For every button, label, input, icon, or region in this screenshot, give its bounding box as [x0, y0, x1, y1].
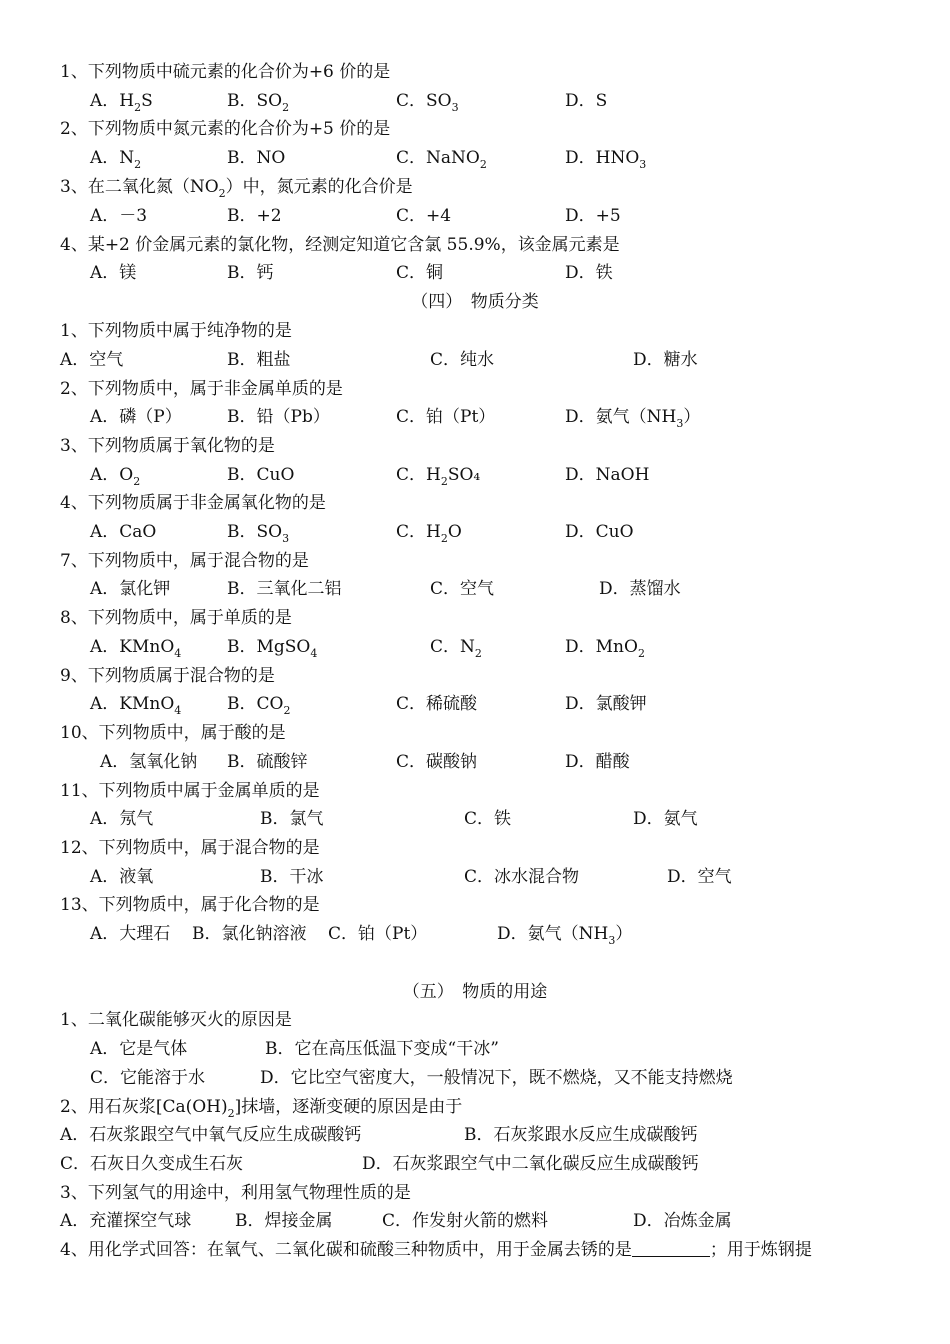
question-text: 1、下列物质中属于纯净物的是 — [60, 321, 292, 341]
option-label: D． — [260, 1068, 291, 1088]
answer-option — [90, 921, 170, 947]
option-label: D． — [599, 579, 630, 599]
answer-option — [227, 576, 342, 602]
answer-option — [227, 347, 291, 373]
option-text: 碳酸钠 — [426, 752, 478, 772]
option-label: C． — [382, 1211, 413, 1231]
answer-option — [227, 145, 285, 171]
option-text: 空气 — [697, 867, 732, 887]
answer-option — [227, 634, 317, 660]
answer-option — [60, 1208, 191, 1234]
subscript: 4 — [174, 647, 182, 660]
option-text: 粗盐 — [256, 350, 291, 370]
subscript: 2 — [479, 158, 487, 171]
option-label: D． — [565, 694, 596, 714]
option-text: 硫酸锌 — [256, 752, 308, 772]
answer-option — [90, 1065, 205, 1091]
option-label: B． — [260, 809, 290, 829]
option-label: B． — [464, 1125, 494, 1145]
option-label: B． — [227, 263, 257, 283]
option-label: A． — [90, 924, 120, 944]
option-label: D． — [565, 752, 596, 772]
option-label: D． — [497, 924, 528, 944]
option-text: 纯水 — [460, 350, 495, 370]
option-label: A． — [90, 637, 120, 657]
answer-option — [265, 1036, 499, 1062]
answer-option — [260, 806, 324, 832]
option-text: 铁 — [494, 809, 512, 829]
option-text: $SO_3$ — [426, 91, 459, 114]
option-label: C． — [430, 579, 461, 599]
question-text: 7、下列物质中，属于混合物的是 — [60, 551, 309, 571]
answer-option — [90, 145, 141, 171]
option-text: 冶炼金属 — [663, 1211, 732, 1231]
option-label: D． — [362, 1154, 393, 1174]
option-text: 石灰日久变成生石灰 — [90, 1154, 244, 1174]
question-text: 2、用石灰浆$[Ca(OH)_2]$抹墙，逐渐变硬的原因是由于 — [60, 1097, 463, 1120]
answer-option — [565, 260, 613, 286]
subscript: 2 — [218, 187, 226, 200]
option-text: 铂（Pt） — [426, 407, 496, 427]
section-heading: （四） 物质分类 — [411, 292, 539, 312]
answer-option — [497, 921, 632, 947]
option-label: A． — [90, 579, 120, 599]
answer-option — [396, 462, 480, 488]
question-text: 12、下列物质中，属于混合物的是 — [60, 838, 320, 858]
answer-option — [565, 462, 649, 488]
question-text: 13、下列物质中，属于化合物的是 — [60, 895, 320, 915]
answer-option — [633, 806, 698, 832]
option-label: A． — [60, 1125, 90, 1145]
option-label: B． — [227, 694, 257, 714]
answer-option — [464, 806, 511, 832]
question-text: 8、下列物质中，属于单质的是 — [60, 608, 292, 628]
answer-option — [396, 404, 495, 430]
option-label: B． — [235, 1211, 265, 1231]
option-label: B． — [227, 407, 257, 427]
option-label: A． — [90, 867, 120, 887]
option-label: C． — [396, 752, 427, 772]
option-text: CuO — [256, 465, 295, 485]
option-label: A． — [90, 522, 120, 542]
option-text: 石灰浆跟空气中二氧化碳反应生成碳酸钙 — [392, 1154, 699, 1174]
option-label: C． — [60, 1154, 91, 1174]
subscript: 2 — [440, 532, 448, 545]
answer-option — [430, 347, 494, 373]
answer-option — [90, 88, 153, 114]
answer-option — [430, 576, 494, 602]
option-text: 铅（Pb） — [256, 407, 330, 427]
option-text: NO — [256, 148, 286, 168]
option-text: 作发射火箭的燃料 — [412, 1211, 549, 1231]
option-text: $SO_2$ — [256, 91, 290, 114]
option-label: B． — [192, 924, 222, 944]
option-text: MnO$_2$ — [595, 637, 645, 660]
answer-option — [382, 1208, 548, 1234]
option-label: D． — [565, 522, 596, 542]
option-label: D． — [565, 91, 596, 111]
option-label: C． — [430, 350, 461, 370]
option-text: +5 — [595, 206, 621, 226]
answer-option — [227, 260, 274, 286]
option-text: 铜 — [426, 263, 444, 283]
answer-option — [396, 203, 451, 229]
option-label: A． — [60, 1211, 90, 1231]
option-text: 干冰 — [289, 867, 324, 887]
answer-option — [565, 519, 634, 545]
subscript: 4 — [174, 704, 182, 717]
question-text: 3、下列氢气的用途中，利用氢气物理性质的是 — [60, 1183, 411, 1203]
answer-option — [565, 145, 646, 171]
option-text: CaO — [119, 522, 157, 542]
option-label: C． — [464, 809, 495, 829]
subscript: 2 — [133, 475, 141, 488]
option-label: B． — [260, 867, 290, 887]
answer-option — [396, 260, 443, 286]
option-text: 空气 — [89, 350, 124, 370]
question-text: 2、下列物质中氮元素的化合价为+5 价的是 — [60, 119, 391, 139]
answer-option — [90, 576, 170, 602]
option-text: 氯化钾 — [119, 579, 171, 599]
option-label: A． — [90, 465, 120, 485]
subscript: 4 — [310, 647, 318, 660]
answer-option — [396, 749, 477, 775]
option-label: D． — [565, 148, 596, 168]
answer-option — [464, 864, 579, 890]
option-label: B． — [227, 579, 257, 599]
answer-option — [90, 462, 140, 488]
option-label: C． — [396, 694, 427, 714]
option-text: 冰水混合物 — [494, 867, 580, 887]
option-text: 醋酸 — [595, 752, 630, 772]
option-label: B． — [227, 752, 257, 772]
answer-option — [100, 749, 197, 775]
option-text: 糖水 — [663, 350, 698, 370]
option-label: B． — [227, 465, 257, 485]
option-text: 氖气 — [119, 809, 154, 829]
answer-option — [60, 1122, 361, 1148]
answer-option — [90, 203, 147, 229]
option-label: C． — [430, 637, 461, 657]
subscript: 2 — [134, 158, 142, 171]
answer-option — [227, 749, 308, 775]
option-text: $CO_2$ — [256, 694, 291, 717]
option-label: A． — [90, 206, 120, 226]
question-text: 1、下列物质中硫元素的化合价为+6 价的是 — [60, 62, 391, 82]
option-text: S — [595, 91, 608, 111]
option-label: A． — [90, 407, 120, 427]
answer-option — [565, 691, 647, 717]
option-label: C． — [396, 522, 427, 542]
option-text: 充灌探空气球 — [89, 1211, 192, 1231]
question-text: 9、下列物质属于混合物的是 — [60, 666, 275, 686]
answer-option — [430, 634, 482, 660]
option-label: B． — [227, 350, 257, 370]
option-text: CuO — [595, 522, 634, 542]
option-text: $H_2S$ — [119, 91, 153, 114]
option-label: C． — [396, 91, 427, 111]
option-text: $N_2$ — [119, 148, 142, 171]
question-text: 2、下列物质中，属于非金属单质的是 — [60, 379, 343, 399]
option-text: 铁 — [595, 263, 613, 283]
subscript: 2 — [637, 647, 645, 660]
answer-option — [260, 864, 324, 890]
option-label: B． — [227, 91, 257, 111]
subscript: 3 — [451, 101, 459, 114]
option-text: 氨气$(NH_3)$ — [527, 924, 633, 947]
option-label: C． — [396, 206, 427, 226]
answer-option — [227, 462, 294, 488]
answer-option — [396, 88, 459, 114]
answer-option — [565, 88, 607, 114]
option-label: A． — [90, 263, 120, 283]
option-label: C． — [328, 924, 359, 944]
option-text: 铂（Pt） — [358, 924, 428, 944]
subscript: 3 — [282, 532, 290, 545]
option-text: 镁 — [119, 263, 137, 283]
subscript: 2 — [283, 704, 291, 717]
option-text: 它是气体 — [119, 1039, 188, 1059]
answer-option — [227, 203, 282, 229]
option-text: 大理石 — [119, 924, 171, 944]
option-label: D． — [667, 867, 698, 887]
option-label: A． — [90, 694, 120, 714]
answer-option — [90, 634, 181, 660]
option-text: $SO_3$ — [256, 522, 290, 545]
option-label: D． — [633, 1211, 664, 1231]
answer-option — [227, 519, 289, 545]
answer-option — [565, 203, 621, 229]
option-text: 氯气 — [289, 809, 324, 829]
option-text: 磷（P） — [119, 407, 182, 427]
answer-option — [90, 260, 136, 286]
option-label: D． — [565, 263, 596, 283]
question-text: 1、二氧化碳能够灭火的原因是 — [60, 1010, 292, 1030]
option-text: 它能溶于水 — [120, 1068, 206, 1088]
answer-option — [90, 519, 156, 545]
option-text: 氯化钠溶液 — [221, 924, 307, 944]
answer-option — [90, 1036, 187, 1062]
option-text: $H_2O$ — [426, 522, 462, 545]
answer-option — [90, 864, 153, 890]
option-text: 石灰浆跟空气中氧气反应生成碳酸钙 — [89, 1125, 362, 1145]
option-text: KMnO$_4$ — [119, 694, 182, 717]
option-label: C． — [396, 407, 427, 427]
option-text: +4 — [426, 206, 452, 226]
option-label: A． — [90, 91, 120, 111]
option-text: 稀硫酸 — [426, 694, 478, 714]
option-text: 氨气 — [663, 809, 698, 829]
option-label: A． — [90, 148, 120, 168]
option-label: B． — [265, 1039, 295, 1059]
answer-option — [227, 404, 330, 430]
question-text: 4、某+2 价金属元素的氯化物，经测定知道它含氯 55.9%，该金属元素是 — [60, 235, 620, 255]
question-text: 11、下列物质中属于金属单质的是 — [60, 781, 320, 801]
option-text: NaNO$_2$ — [426, 148, 487, 171]
option-text: 三氧化二铝 — [256, 579, 342, 599]
answer-option — [396, 145, 487, 171]
answer-option — [60, 1151, 243, 1177]
option-text: $HNO_3$ — [595, 148, 647, 171]
option-text: 液氧 — [119, 867, 154, 887]
option-label: B． — [227, 206, 257, 226]
answer-option — [396, 519, 462, 545]
subscript: 3 — [608, 934, 616, 947]
option-text: $H_2SO_4$ — [426, 465, 481, 488]
subscript: 2 — [440, 475, 448, 488]
question-text: 4、用化学式回答：在氧气、二氧化碳和硫酸三种物质中，用于金属去锈的是 ；用于炼钢提 — [60, 1240, 812, 1260]
option-label: C． — [464, 867, 495, 887]
answer-option — [227, 88, 289, 114]
option-text: 空气 — [460, 579, 495, 599]
answer-option — [565, 634, 645, 660]
answer-option — [565, 404, 700, 430]
answer-option — [90, 404, 182, 430]
answer-option — [235, 1208, 333, 1234]
option-text: 氨气$(NH_3)$ — [595, 407, 701, 430]
answer-option — [362, 1151, 699, 1177]
option-label: D． — [633, 809, 664, 829]
option-text: NaOH — [595, 465, 650, 485]
subscript: 3 — [639, 158, 647, 171]
subscript: 2 — [474, 647, 482, 660]
option-label: D． — [565, 637, 596, 657]
answer-option — [633, 347, 698, 373]
answer-option — [599, 576, 681, 602]
option-label: A． — [100, 752, 130, 772]
option-label: B． — [227, 148, 257, 168]
option-label: B． — [227, 637, 257, 657]
option-text: 它在高压低温下变成“干冰” — [294, 1039, 499, 1059]
question-text: 10、下列物质中，属于酸的是 — [60, 723, 286, 743]
subscript: 2 — [134, 101, 142, 114]
question-text: 3、在二氧化氮$(NO_2)$中，氮元素的化合价是 — [60, 177, 413, 200]
answer-option — [667, 864, 732, 890]
subscript: 3 — [676, 417, 684, 430]
option-label: C． — [396, 465, 427, 485]
option-text: 钙 — [256, 263, 274, 283]
section-heading: （五） 物质的用途 — [402, 982, 548, 1002]
option-text: 石灰浆跟水反应生成碳酸钙 — [493, 1125, 698, 1145]
question-text: 4、下列物质属于非金属氧化物的是 — [60, 493, 326, 513]
answer-option — [396, 691, 477, 717]
option-text: MgSO$_4$ — [256, 637, 318, 660]
option-label: D． — [565, 407, 596, 427]
answer-option — [227, 691, 290, 717]
option-label: C． — [90, 1068, 121, 1088]
option-label: D． — [633, 350, 664, 370]
option-text: +2 — [256, 206, 282, 226]
option-text: 它比空气密度大，一般情况下，既不燃烧，又不能支持燃烧 — [290, 1068, 733, 1088]
option-text: $O_2$ — [119, 465, 141, 488]
option-label: B． — [227, 522, 257, 542]
question-text: 3、下列物质属于氧化物的是 — [60, 436, 275, 456]
answer-option — [192, 921, 307, 947]
option-text: 焊接金属 — [264, 1211, 333, 1231]
option-text: KMnO$_4$ — [119, 637, 182, 660]
answer-option — [90, 691, 181, 717]
option-text: 蒸馏水 — [629, 579, 681, 599]
subscript: 2 — [227, 1107, 235, 1120]
answer-option — [60, 347, 123, 373]
answer-option — [464, 1122, 698, 1148]
option-label: C． — [396, 148, 427, 168]
option-label: A． — [90, 809, 120, 829]
answer-option — [260, 1065, 733, 1091]
option-label: A． — [90, 1039, 120, 1059]
option-label: D． — [565, 465, 596, 485]
option-text: 氯酸钾 — [595, 694, 647, 714]
option-label: A． — [60, 350, 90, 370]
option-text: $N_2$ — [460, 637, 482, 660]
answer-option — [90, 806, 153, 832]
option-text: －3 — [119, 206, 148, 226]
option-text: 氢氧化钠 — [129, 752, 198, 772]
subscript: 2 — [282, 101, 290, 114]
option-label: C． — [396, 263, 427, 283]
answer-blank — [632, 1238, 710, 1257]
answer-option — [633, 1208, 732, 1234]
option-label: D． — [565, 206, 596, 226]
answer-option — [565, 749, 630, 775]
answer-option — [328, 921, 427, 947]
